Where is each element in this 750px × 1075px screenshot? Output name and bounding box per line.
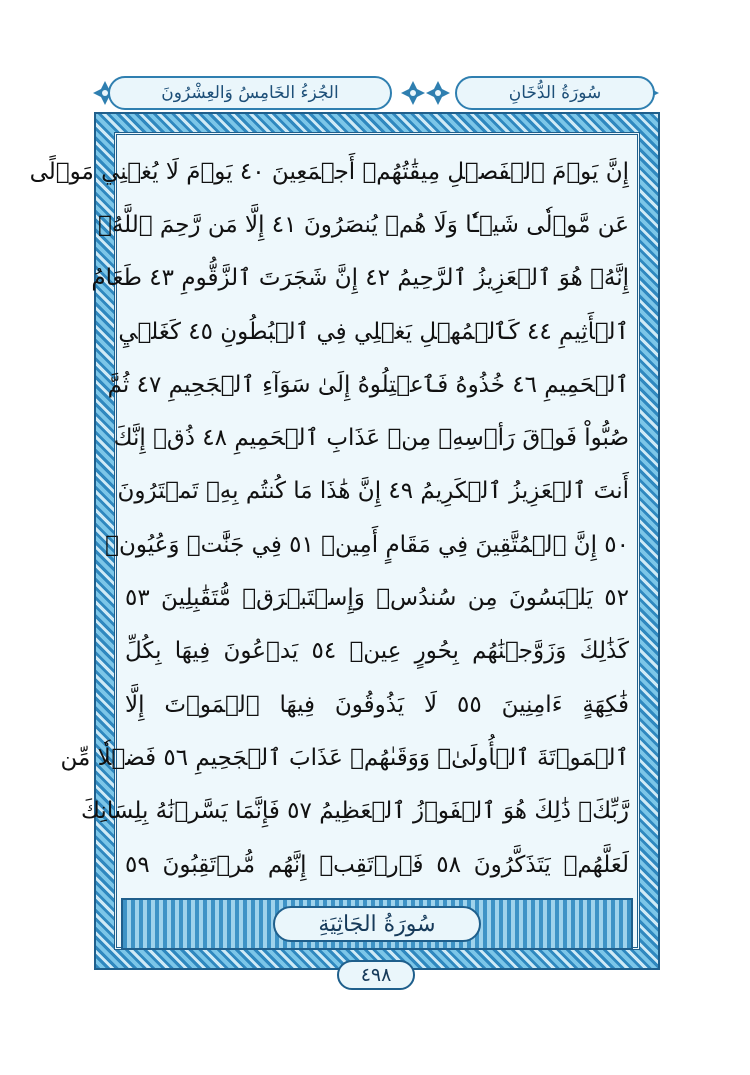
verse-line-text: فَٰكِهَةٍ ءَامِنِينَ ٥٥ لَا يَذُوقُونَ فِيهَا ٱلۡمَوۡتَ إِلَّا xyxy=(125,691,629,718)
verse-line-11 xyxy=(125,678,629,731)
verse-lines xyxy=(29,145,629,891)
page-number: ٤٩٨ xyxy=(360,964,392,986)
verse-line-12 xyxy=(60,731,629,784)
verse-line-text: ٱلۡمَوۡتَةَ ٱلۡأُولَىٰۖ وَوَقَىٰهُمۡ عَذَابَ ٱلۡجَحِيمِ ٥٦ فَضۡلٗا مِّن xyxy=(60,744,629,771)
center-header-ornament-2-icon xyxy=(425,80,451,106)
verse-line-text: صُبُّواْ فَوۡقَ رَأۡسِهِۦ مِنۡ عَذَابِ ٱلۡحَمِيمِ ٤٨ ذُقۡ إِنَّكَ xyxy=(113,425,629,452)
juz-header xyxy=(108,76,392,110)
verse-line-text: ٥٢ يَلۡبَسُونَ مِن سُندُسٖ وَإِسۡتَبۡرَقٖ مُّتَقَٰبِلِينَ ٥٣ xyxy=(125,585,629,612)
surah-title: سُورَةُ الدُّخَانِ xyxy=(508,83,602,103)
verse-line-10 xyxy=(125,625,629,678)
center-header-ornament-icon xyxy=(400,80,426,106)
verse-line-4 xyxy=(118,305,629,358)
verse-line-6 xyxy=(113,411,629,464)
page-frame xyxy=(29,112,660,970)
verse-line-2 xyxy=(98,198,629,251)
verse-line-14 xyxy=(125,838,629,891)
verse-line-13 xyxy=(81,785,629,838)
verse-line-text: أَنتَ ٱلۡعَزِيزُ ٱلۡكَرِيمُ ٤٩ إِنَّ هَٰذَا مَا كُنتُم بِهِۦ تَمۡتَرُونَ xyxy=(117,478,629,505)
surah-title-band xyxy=(121,898,633,950)
verse-line-9 xyxy=(125,571,629,624)
verse-line-text: لَعَلَّهُمۡ يَتَذَكَّرُونَ ٥٨ فَٱرۡتَقِبۡ إِنَّهُم مُّرۡتَقِبُونَ ٥٩ xyxy=(125,851,629,878)
verse-line-7 xyxy=(117,465,629,518)
verse-line-3 xyxy=(91,252,629,305)
verse-line-text: إِنَّ يَوۡمَ ٱلۡفَصۡلِ مِيقَٰتُهُمۡ أَجۡمَعِينَ ٤٠ يَوۡمَ لَا يُغۡنِي مَوۡلًى xyxy=(29,158,629,185)
surah-header xyxy=(455,76,655,110)
text-panel xyxy=(29,132,640,950)
verse-line-text: عَن مَّوۡلٗى شَيۡـٔٗا وَلَا هُمۡ يُنصَرُونَ ٤١ إِلَّا مَن رَّحِمَ ٱللَّهُۚ xyxy=(98,211,629,238)
verse-line-8 xyxy=(105,518,629,571)
verse-line-text: إِنَّهُۥ هُوَ ٱلۡعَزِيزُ ٱلرَّحِيمُ ٤٢ إِنَّ شَجَرَتَ ٱلزَّقُّومِ ٤٣ طَعَامُ xyxy=(91,265,629,292)
verse-line-5 xyxy=(107,358,629,411)
verse-line-text: كَذَٰلِكَ وَزَوَّجۡنَٰهُم بِحُورٍ عِينٖ ٥٤ يَدۡعُونَ فِيهَا بِكُلِّ xyxy=(125,638,629,665)
next-surah-title: سُورَةُ الجَاثِيَةِ xyxy=(318,911,436,937)
verse-line-text: ٥٠ إِنَّ ٱلۡمُتَّقِينَ فِي مَقَامٍ أَمِينٖ ٥١ فِي جَنَّٰتٖ وَعُيُونٖ xyxy=(105,531,629,558)
verse-line-text: رَّبِّكَۚ ذَٰلِكَ هُوَ ٱلۡفَوۡزُ ٱلۡعَظِيمُ ٥٧ فَإِنَّمَا يَسَّرۡنَٰهُ بِلِسَانِكَ xyxy=(81,798,629,825)
next-surah-cartouche xyxy=(273,906,481,942)
verse-line-text: ٱلۡأَثِيمِ ٤٤ كَٱلۡمُهۡلِ يَغۡلِي فِي ٱلۡبُطُونِ ٤٥ كَغَلۡيِ xyxy=(118,318,629,345)
verse-line-text: ٱلۡحَمِيمِ ٤٦ خُذُوهُ فَٱعۡتِلُوهُ إِلَىٰ سَوَآءِ ٱلۡجَحِيمِ ٤٧ ثُمَّ xyxy=(107,371,629,398)
page-number-badge xyxy=(337,960,415,990)
juz-title: الجُزءُ الخَامِسُ وَالعِشْرُونَ xyxy=(161,83,339,103)
verse-line-1 xyxy=(29,145,629,198)
